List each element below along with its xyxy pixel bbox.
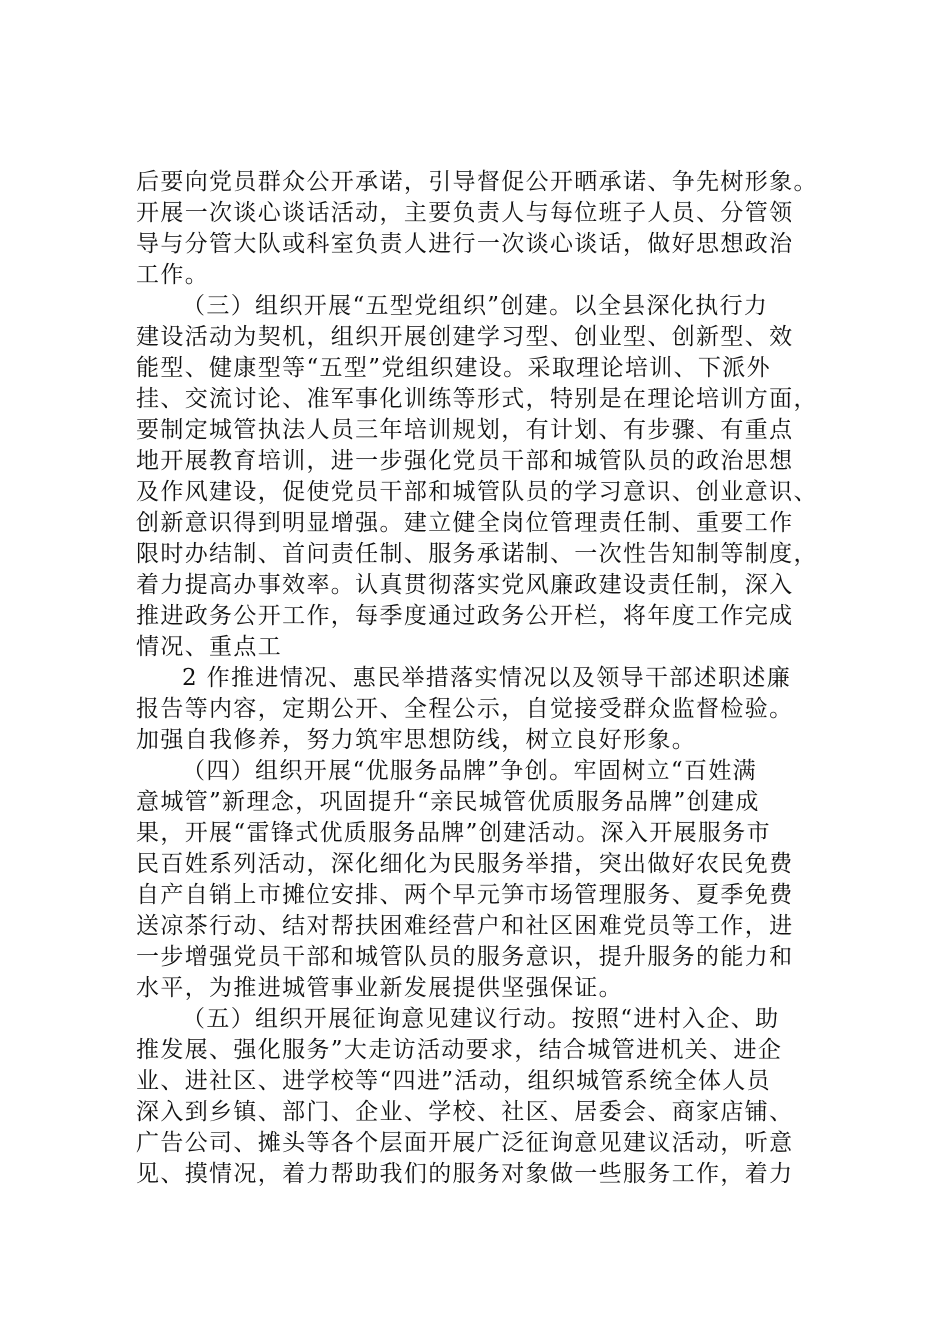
text-line: 要制定城管执法人员三年培训规划，有计划、有步骤、有重点: [136, 417, 794, 443]
text-line: 及作风建设，促使党员干部和城管队员的学习意识、创业意识、: [136, 479, 818, 505]
text-line: 送凉茶行动、结对帮扶困难经营户和社区困难党员等工作，进: [136, 913, 794, 939]
text-line: 自产自销上市摊位安排、两个早元笋市场管理服务、夏季免费: [136, 882, 794, 908]
text-line: 业、进社区、进学校等“四进”活动，组织城管系统全体人员: [136, 1068, 771, 1094]
text-line: 报告等内容，定期公开、全程公示，自觉接受群众监督检验。: [136, 696, 794, 722]
text-line: 挂、交流讨论、准军事化训练等形式，特别是在理论培训方面，: [136, 386, 818, 412]
text-line: 推发展、强化服务”大走访活动要求，结合城管进机关、进企: [136, 1037, 783, 1063]
text-line: 工作。: [136, 262, 210, 288]
text-line: 能型、健康型等“五型”党组织建设。采取理论培训、下派外: [136, 355, 771, 381]
text-line: 导与分管大队或科室负责人进行一次谈心谈话，做好思想政治: [136, 231, 794, 257]
text-line: 果，开展“雷锋式优质服务品牌”创建活动。深入开展服务市: [136, 820, 771, 846]
section-heading-line: （五）组织开展征询意见建议行动。按照“进村入企、助: [182, 1006, 780, 1032]
text-line: 一步增强党员干部和城管队员的服务意识，提升服务的能力和: [136, 944, 794, 970]
document-body: [136, 167, 836, 1190]
text-line: 意城管”新理念，巩固提升“亲民城管优质服务品牌”创建成: [136, 789, 760, 815]
text-line: 着力提高办事效率。认真贯彻落实党风廉政建设责任制，深入: [136, 572, 794, 598]
text-line: 建设活动为契机，组织开展创建学习型、创业型、创新型、效: [136, 324, 794, 350]
text-line: 限时办结制、首问责任制、服务承诺制、一次性告知制等制度，: [136, 541, 818, 567]
text-line: 民百姓系列活动，深化细化为民服务举措，突出做好农民免费: [136, 851, 794, 877]
text-line: 加强自我修养，努力筑牢思想防线，树立良好形象。: [136, 727, 697, 753]
page-number-line: 2 作推进情况、惠民举措落实情况以及领导干部述职述廉: [182, 665, 792, 691]
text-line: 创新意识得到明显增强。建立健全岗位管理责任制、重要工作: [136, 510, 794, 536]
text-line: 见、摸情况，着力帮助我们的服务对象做一些服务工作，着力: [136, 1161, 794, 1187]
text-line: 情况、重点工: [136, 634, 283, 660]
text-line: 开展一次谈心谈话活动，主要负责人与每位班子人员、分管领: [136, 200, 794, 226]
text-line: 后要向党员群众公开承诺，引导督促公开晒承诺、争先树形象。: [136, 169, 818, 195]
text-line: 地开展教育培训，进一步强化党员干部和城管队员的政治思想: [136, 448, 794, 474]
section-heading-line: （三）组织开展“五型党组织”创建。以全县深化执行力: [182, 293, 769, 319]
text-line: 推进政务公开工作，每季度通过政务公开栏，将年度工作完成: [136, 603, 794, 629]
text-line: 水平，为推进城管事业新发展提供坚强保证。: [136, 975, 623, 1001]
section-heading-line: （四）组织开展“优服务品牌”争创。牢固树立“百姓满: [182, 758, 758, 784]
text-line: 广告公司、摊头等各个层面开展广泛征询意见建议活动，听意: [136, 1130, 794, 1156]
text-line: 深入到乡镇、部门、企业、学校、社区、居委会、商家店铺、: [136, 1099, 794, 1125]
